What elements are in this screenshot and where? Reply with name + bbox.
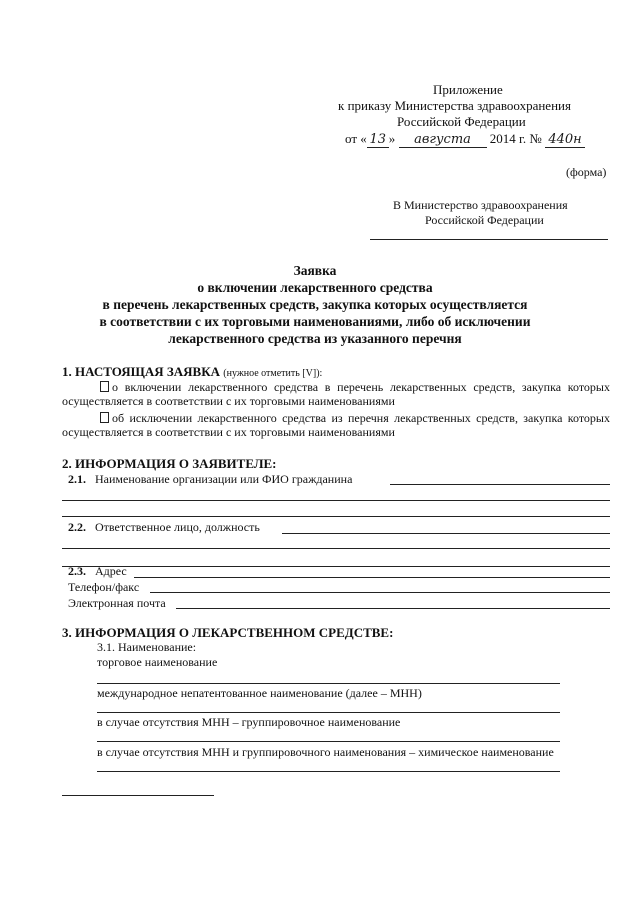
title-line-4: в соответствии с их торговыми наименованиями, либо об исключении	[99, 314, 531, 329]
option-exclude[interactable]	[62, 411, 610, 439]
trade-name-field[interactable]	[97, 683, 560, 684]
date-prefix: от «	[345, 131, 367, 146]
chemical-name-label: в случае отсутствия МНН и группировочного наименования – химическое наименование	[97, 745, 554, 759]
applicant-name-field-line-3[interactable]	[62, 516, 610, 517]
applicant-name-field[interactable]	[390, 484, 610, 485]
chemical-name-field[interactable]	[97, 771, 560, 772]
order-date-line	[345, 131, 585, 148]
section-3-heading: 3. ИНФОРМАЦИЯ О ЛЕКАРСТВЕННОМ СРЕДСТВЕ:	[62, 625, 394, 640]
handwritten-number: 440н	[545, 133, 585, 148]
recipient-line-2: Российской Федерации	[425, 213, 544, 227]
date-mid: »	[388, 131, 396, 146]
handwritten-day: 13	[367, 133, 389, 148]
group-name-label: в случае отсутствия МНН – группировочное наименование	[97, 715, 401, 729]
title-line-2: о включении лекарственного средства	[197, 280, 433, 295]
applicant-name-field-line-2[interactable]	[62, 500, 610, 501]
exclude-checkbox[interactable]	[100, 412, 109, 423]
title-line-3: в перечень лекарственных средств, закупка которых осуществляется	[102, 297, 528, 312]
item-2-3-text: Адрес	[95, 564, 127, 578]
order-reference: к приказу Министерства здравоохранения	[338, 98, 571, 113]
email-label: Электронная почта	[68, 596, 166, 610]
item-2-2-number: 2.2.	[68, 520, 86, 534]
address-label	[68, 564, 127, 579]
document-title	[60, 262, 570, 347]
section-1-hint: (нужное отметить [V]):	[223, 368, 323, 379]
responsible-person-field-line-2[interactable]	[62, 548, 610, 549]
name-subheading: 3.1. Наименование:	[97, 640, 197, 654]
responsible-person-field[interactable]	[282, 533, 610, 534]
inn-label: международное непатентованное наименование (далее – МНН)	[97, 686, 422, 700]
address-field[interactable]	[134, 577, 610, 578]
item-2-1-number: 2.1.	[68, 472, 86, 486]
section-2-heading: 2. ИНФОРМАЦИЯ О ЗАЯВИТЕЛЕ:	[62, 456, 277, 471]
phone-field[interactable]	[150, 592, 610, 593]
phone-label: Телефон/факс	[68, 580, 140, 594]
email-field[interactable]	[176, 608, 610, 609]
option-include-text: о включении лекарственного средства в перечень лекарственных средств, закупка которых осуществляется в соответствии с их торговыми наименованиями	[62, 380, 610, 408]
date-year: 2014 г. №	[489, 131, 542, 146]
form-label: (форма)	[566, 165, 607, 179]
section-1-title: 1. НАСТОЯЩАЯ ЗАЯВКА	[62, 364, 221, 379]
title-line-1: Заявка	[293, 263, 337, 278]
title-line-5: лекарственного средства из указанного перечня	[168, 331, 462, 346]
trade-name-label: торговое наименование	[97, 655, 218, 669]
item-2-1-text: Наименование организации или ФИО гражданина	[95, 472, 353, 486]
responsible-person-label	[68, 520, 260, 535]
option-exclude-text: об исключении лекарственного средства из перечня лекарственных средств, закупка которых осуществляется в соответствии с их торговыми наименованиями	[62, 411, 610, 439]
responsible-person-field-line-3[interactable]	[62, 566, 610, 567]
ministry-name: Российской Федерации	[397, 114, 526, 129]
recipient-underline	[370, 239, 608, 240]
handwritten-month: августа	[399, 133, 487, 148]
appendix-label: Приложение	[433, 82, 503, 97]
item-2-2-text: Ответственное лицо, должность	[95, 520, 260, 534]
option-include[interactable]	[62, 380, 610, 408]
section-1-heading	[62, 364, 322, 380]
footnote-separator	[62, 795, 214, 796]
inn-field[interactable]	[97, 712, 560, 713]
item-2-3-number: 2.3.	[68, 564, 86, 578]
recipient-line-1: В Министерство здравоохранения	[393, 198, 568, 212]
include-checkbox[interactable]	[100, 381, 109, 392]
group-name-field[interactable]	[97, 741, 560, 742]
applicant-name-label	[68, 472, 352, 487]
